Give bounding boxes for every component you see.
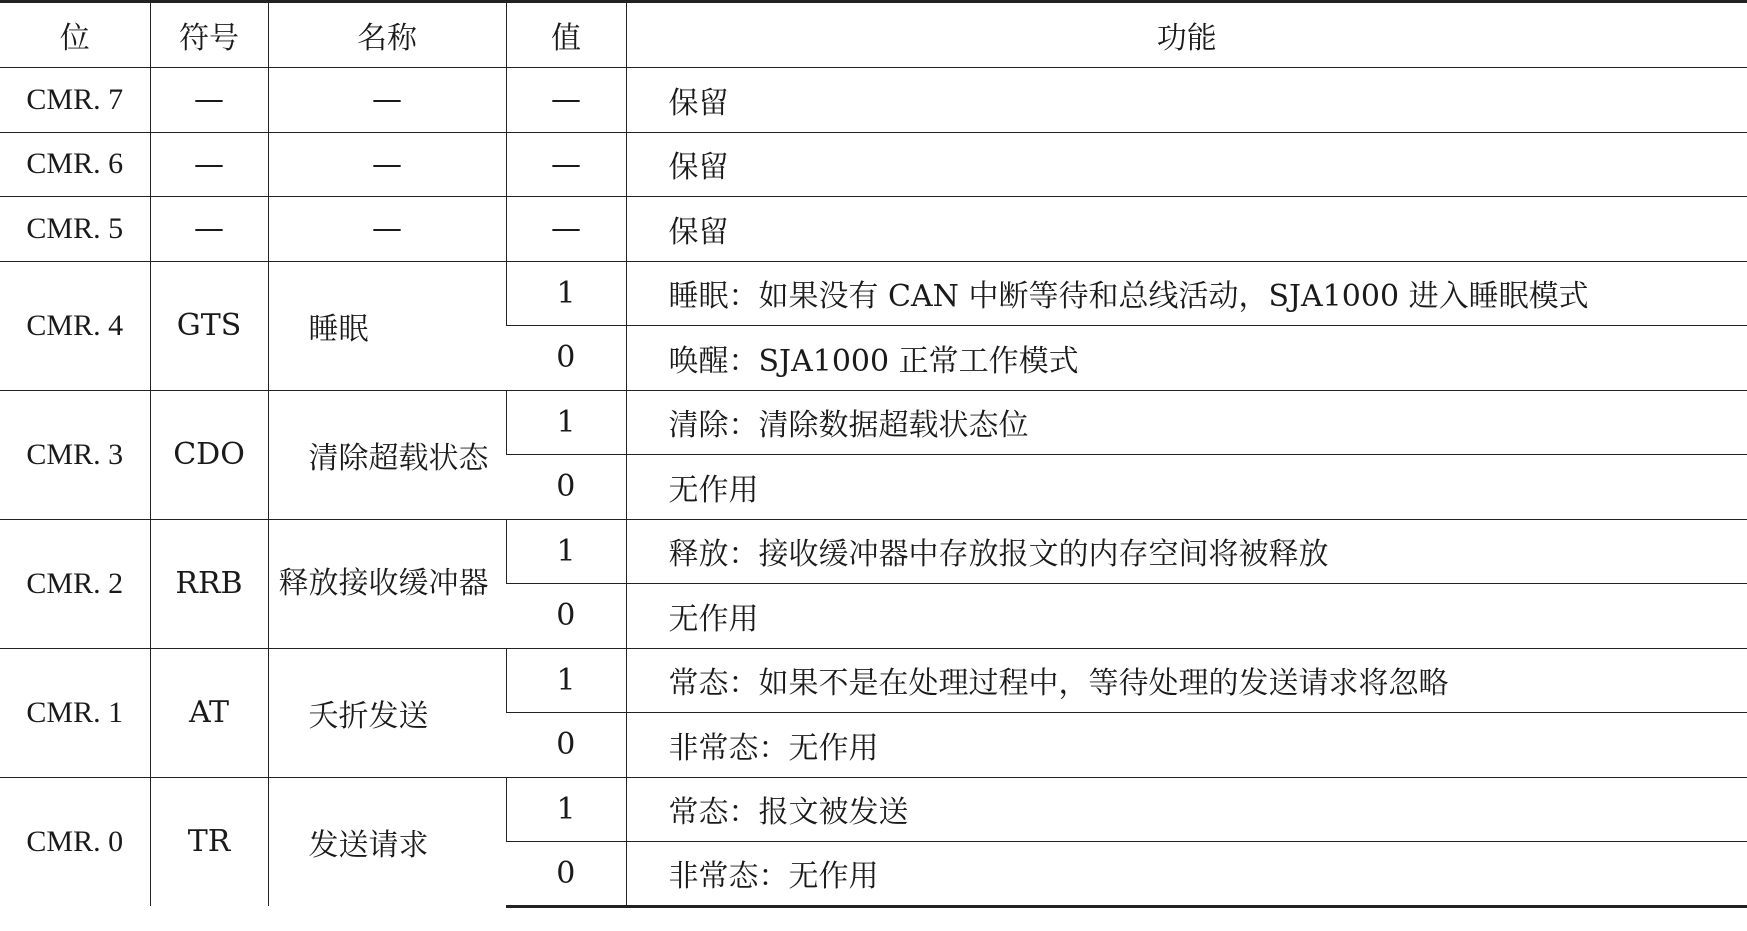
value-cell: — (506, 197, 626, 262)
function-cell: 常态：如果不是在处理过程中，等待处理的发送请求将忽略 (626, 648, 1747, 713)
symbol-cell: AT (150, 648, 268, 777)
name-cell: — (268, 197, 506, 262)
table-row (0, 132, 1747, 197)
value-cell: — (506, 68, 626, 133)
header-symbol: 符号 (150, 2, 268, 68)
name-cell: 发送请求 (268, 777, 506, 906)
symbol-cell: — (150, 197, 268, 262)
header-value: 值 (506, 2, 626, 68)
bit-cell: CMR. 4 (0, 261, 150, 390)
value-cell: 1 (506, 390, 626, 455)
function-cell: 保留 (626, 132, 1747, 197)
function-cell: 清除：清除数据超载状态位 (626, 390, 1747, 455)
function-cell: 保留 (626, 197, 1747, 262)
table-row (0, 68, 1747, 133)
bit-cell: CMR. 3 (0, 390, 150, 519)
bit-cell: CMR. 7 (0, 68, 150, 133)
function-cell: 保留 (626, 68, 1747, 133)
header-function: 功能 (626, 2, 1747, 68)
function-cell: 非常态：无作用 (626, 842, 1747, 907)
value-cell: 0 (506, 584, 626, 649)
value-cell: 0 (506, 326, 626, 391)
function-cell: 无作用 (626, 584, 1747, 649)
table-row (0, 777, 1747, 842)
function-cell: 释放：接收缓冲器中存放报文的内存空间将被释放 (626, 519, 1747, 584)
name-cell: 清除超载状态 (268, 390, 506, 519)
header-name: 名称 (268, 2, 506, 68)
bit-cell: CMR. 0 (0, 777, 150, 906)
name-cell: — (268, 132, 506, 197)
header-bit: 位 (0, 2, 150, 68)
name-cell: 睡眠 (268, 261, 506, 390)
table-body (0, 68, 1747, 907)
function-cell: 无作用 (626, 455, 1747, 520)
value-cell: 0 (506, 842, 626, 907)
symbol-cell: GTS (150, 261, 268, 390)
symbol-cell: — (150, 68, 268, 133)
bit-cell: CMR. 1 (0, 648, 150, 777)
header-row (0, 2, 1747, 68)
function-cell: 常态：报文被发送 (626, 777, 1747, 842)
function-cell: 睡眠：如果没有 CAN 中断等待和总线活动，SJA1000 进入睡眠模式 (626, 261, 1747, 326)
value-cell: 0 (506, 455, 626, 520)
symbol-cell: — (150, 132, 268, 197)
name-cell: — (268, 68, 506, 133)
bit-cell: CMR. 5 (0, 197, 150, 262)
table-row (0, 261, 1747, 326)
bit-cell: CMR. 2 (0, 519, 150, 648)
table-row (0, 390, 1747, 455)
table-row (0, 648, 1747, 713)
table-row (0, 197, 1747, 262)
value-cell: 0 (506, 713, 626, 778)
value-cell: 1 (506, 519, 626, 584)
name-cell: 释放接收缓冲器 (268, 519, 506, 648)
name-cell: 夭折发送 (268, 648, 506, 777)
symbol-cell: CDO (150, 390, 268, 519)
symbol-cell: TR (150, 777, 268, 906)
symbol-cell: RRB (150, 519, 268, 648)
table-header (0, 2, 1747, 68)
bit-cell: CMR. 6 (0, 132, 150, 197)
value-cell: 1 (506, 261, 626, 326)
value-cell: 1 (506, 777, 626, 842)
function-cell: 唤醒：SJA1000 正常工作模式 (626, 326, 1747, 391)
function-cell: 非常态：无作用 (626, 713, 1747, 778)
value-cell: — (506, 132, 626, 197)
value-cell: 1 (506, 648, 626, 713)
table-row (0, 519, 1747, 584)
